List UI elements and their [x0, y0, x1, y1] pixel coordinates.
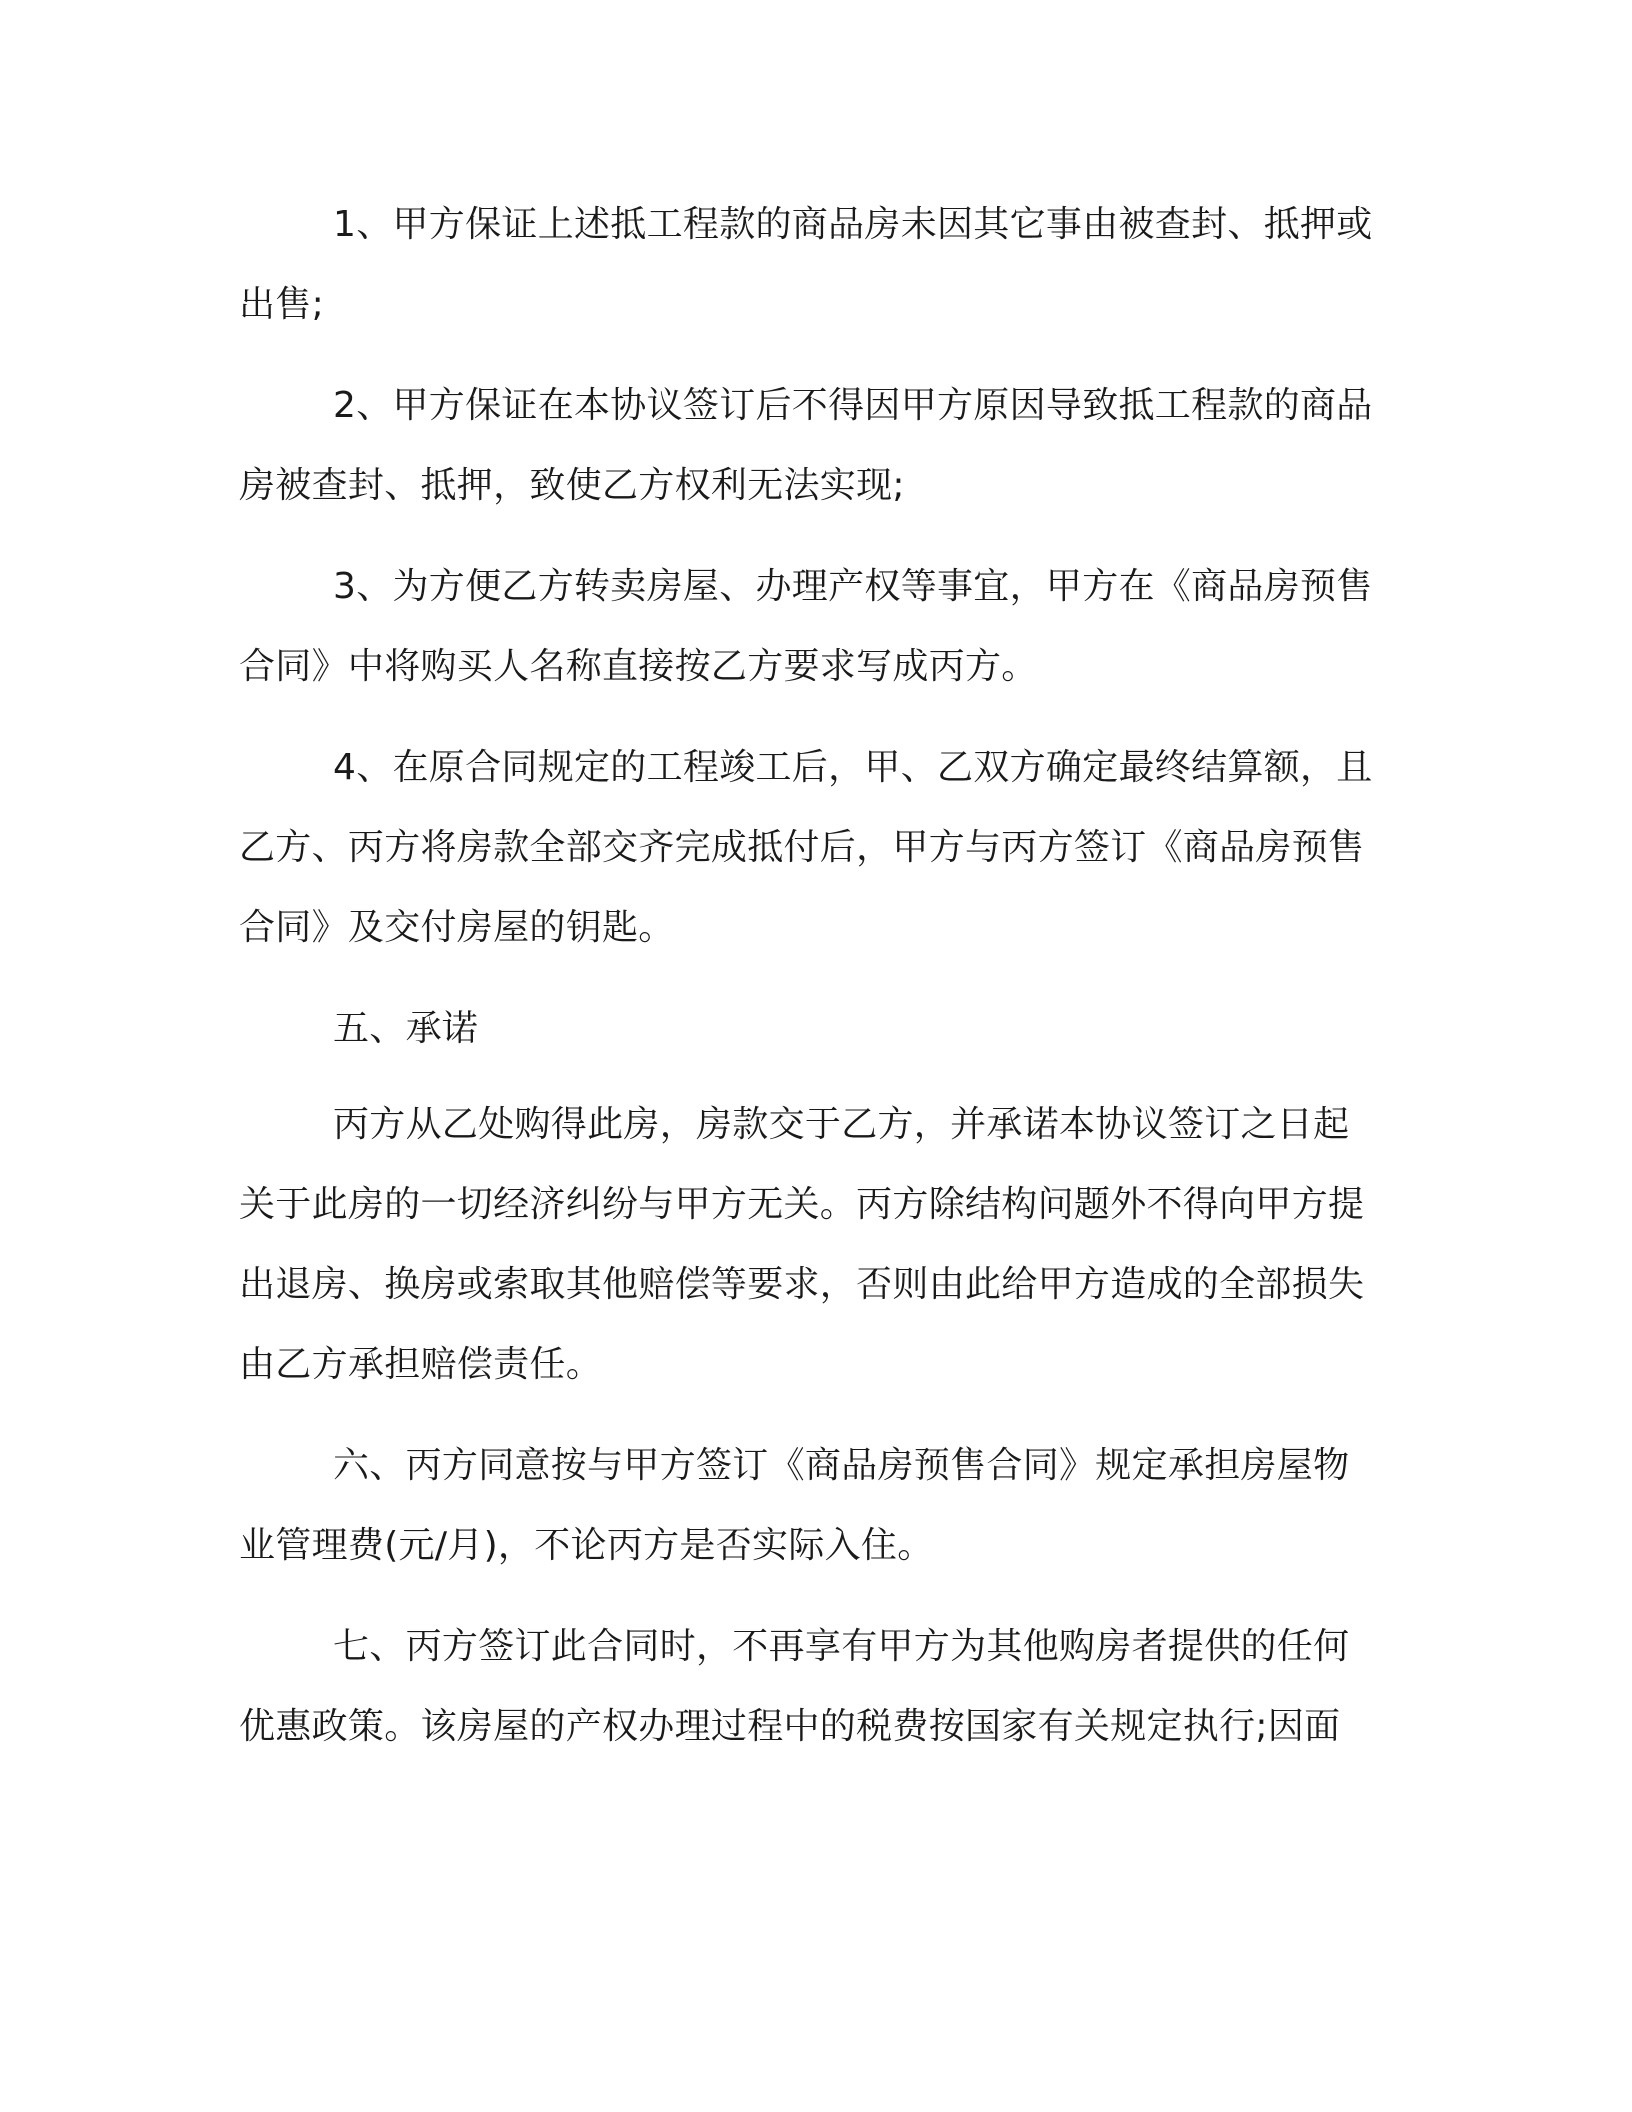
paragraph-spacer — [239, 707, 1379, 728]
promise-paragraph: 丙方从乙处购得此房，房款交于乙方，并承诺本协议签订之日起关于此房的一切经济纠纷与甲方无关。丙方除结构问题外不得向甲方提出退房、换房或索取其他赔偿等要求，否则由此给甲方造成的全部损失由乙方承担赔偿责任。 — [239, 1104, 1365, 1385]
section-seven-paragraph: 七、丙方签订此合同时，不再享有甲方为其他购房者提供的任何优惠政策。该房屋的产权办理过程中的税费按国家有关规定执行;因面 — [239, 1626, 1350, 1747]
clause-1-paragraph: 1、甲方保证上述抵工程款的商品房未因其它事由被查封、抵押或出售; — [239, 204, 1373, 325]
clause-3-paragraph: 3、为方便乙方转卖房屋、办理产权等事宜，甲方在《商品房预售合同》中将购买人名称直接按乙方要求写成丙方。 — [239, 566, 1373, 687]
section-five-heading: 五、承诺 — [333, 1008, 479, 1049]
paragraph-spacer — [239, 968, 1379, 989]
section-six-paragraph: 六、丙方同意按与甲方签订《商品房预售合同》规定承担房屋物业管理费(元/月)，不论丙方是否实际入住。 — [239, 1445, 1350, 1566]
paragraph-spacer — [239, 526, 1379, 547]
clause-4-paragraph: 4、在原合同规定的工程竣工后，甲、乙双方确定最终结算额，且乙方、丙方将房款全部交齐完成抵付后，甲方与丙方签订《商品房预售合同》及交付房屋的钥匙。 — [239, 747, 1373, 948]
paragraph-spacer — [239, 1586, 1379, 1607]
document-body — [239, 185, 1379, 1767]
clause-2-paragraph: 2、甲方保证在本协议签订后不得因甲方原因导致抵工程款的商品房被查封、抵押，致使乙方权利无法实现; — [239, 385, 1373, 506]
paragraph-spacer — [239, 345, 1379, 366]
paragraph-spacer — [239, 1069, 1379, 1085]
paragraph-spacer — [239, 1405, 1379, 1426]
